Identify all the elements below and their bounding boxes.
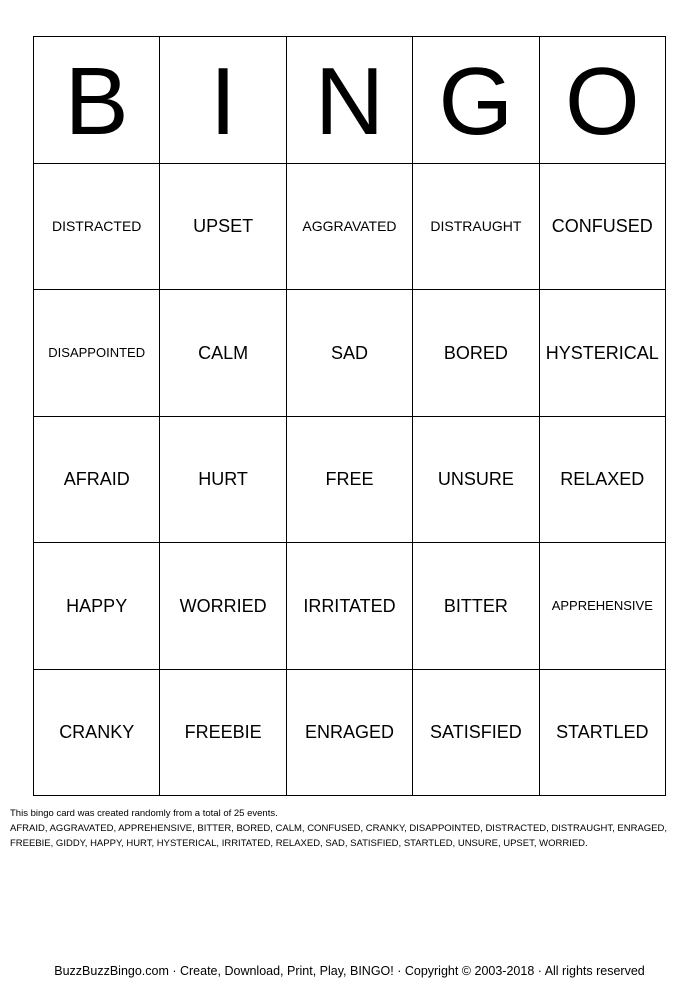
bingo-cell: IRRITATED <box>287 543 413 670</box>
bingo-cell: HURT <box>160 417 286 544</box>
bingo-cell: FREEBIE <box>160 670 286 797</box>
bingo-cell: CRANKY <box>34 670 160 797</box>
header-letter-g: G <box>413 37 539 164</box>
bingo-cell: BORED <box>413 290 539 417</box>
bingo-cell: CALM <box>160 290 286 417</box>
footer-copyright: BuzzBuzzBingo.com · Create, Download, Print, Play, BINGO! · Copyright © 2003-2018 · All rights reserved <box>54 964 645 978</box>
bingo-cell: SATISFIED <box>413 670 539 797</box>
bingo-cell: UPSET <box>160 164 286 291</box>
bingo-cell: UNSURE <box>413 417 539 544</box>
header-letter-i: I <box>160 37 286 164</box>
card-note <box>10 806 690 851</box>
bingo-cell: AFRAID <box>34 417 160 544</box>
header-letter-n: N <box>287 37 413 164</box>
bingo-cell: DISTRAUGHT <box>413 164 539 291</box>
bingo-cell: WORRIED <box>160 543 286 670</box>
bingo-cell: RELAXED <box>540 417 666 544</box>
note-line: FREEBIE, GIDDY, HAPPY, HURT, HYSTERICAL, IRRITATED, RELAXED, SAD, SATISFIED, STARTLED, UNSURE, UPSET, WORRIED. <box>10 838 588 849</box>
bingo-cell: BITTER <box>413 543 539 670</box>
bingo-cell: HYSTERICAL <box>540 290 666 417</box>
bingo-cell: FREE <box>287 417 413 544</box>
bingo-cell: ENRAGED <box>287 670 413 797</box>
bingo-cell: DISTRACTED <box>34 164 160 291</box>
bingo-cell: APPREHENSIVE <box>540 543 666 670</box>
bingo-cell: STARTLED <box>540 670 666 797</box>
header-letter-o: O <box>540 37 666 164</box>
bingo-cell: AGGRAVATED <box>287 164 413 291</box>
bingo-card <box>33 36 666 796</box>
bingo-cell: HAPPY <box>34 543 160 670</box>
bingo-cell: DISAPPOINTED <box>34 290 160 417</box>
bingo-cell: SAD <box>287 290 413 417</box>
bingo-cell: CONFUSED <box>540 164 666 291</box>
note-line: This bingo card was created randomly from a total of 25 events. <box>10 808 278 819</box>
note-line: AFRAID, AGGRAVATED, APPREHENSIVE, BITTER, BORED, CALM, CONFUSED, CRANKY, DISAPPOINTED, DISTRACTED, DISTRAUGHT, ENRAGED, <box>10 823 668 834</box>
header-letter-b: B <box>34 37 160 164</box>
